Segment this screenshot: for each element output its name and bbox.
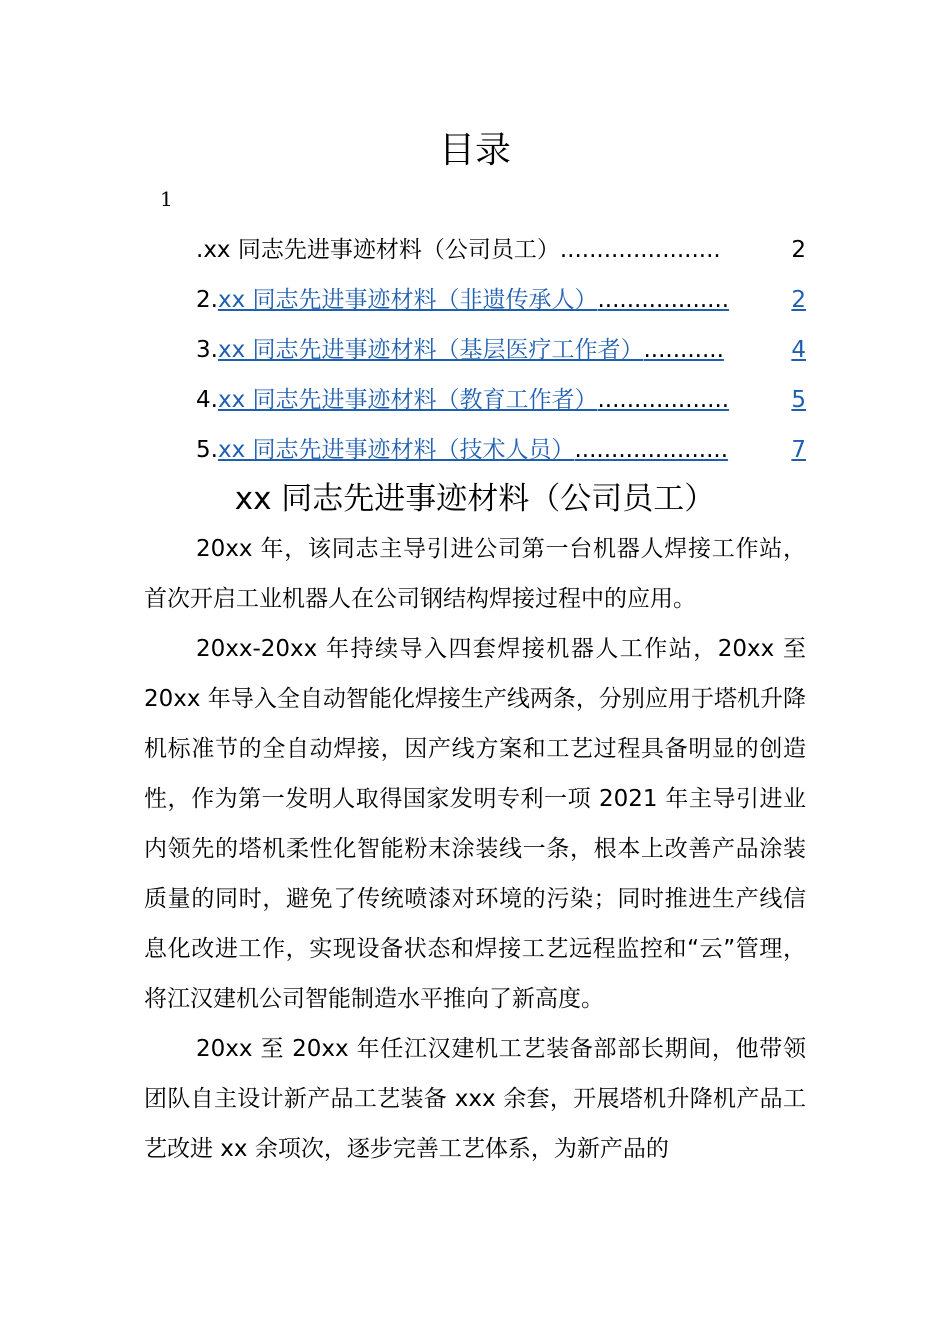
paragraph-3: 20xx 至 20xx 年任江汉建机工艺装备部部长期间，他带领团队自主设计新产品工艺装备 xxx 余套，开展塔机升降机产品工艺改进 xx 余项次，逐步完善工艺体系，为新产品的 [144,1036,806,1162]
toc-entry-page: 5 [791,387,806,413]
toc-entry-prefix: 3. [196,337,218,363]
paragraph-1: 20xx 年，该同志主导引进公司第一台机器人焊接工作站，首次开启工业机器人在公司钢结构焊接过程中的应用。 [144,536,806,612]
article-body [144,524,806,1174]
toc-entry-2[interactable] [196,280,806,320]
toc-entry-label: xx 同志先进事迹材料（公司员工） [203,237,560,263]
toc-entry-page: 7 [791,437,806,463]
toc-entry-leader: .................. [597,287,730,313]
toc-entry-prefix: 2. [196,287,218,313]
toc-entry-prefix: 4. [196,387,218,413]
toc-link[interactable] [218,280,806,320]
toc-entry-label: xx 同志先进事迹材料（教育工作者） [217,387,598,413]
article-title: xx 同志先进事迹材料（公司员工） [234,481,716,517]
paragraph-2: 20xx-20xx 年持续导入四套焊接机器人工作站，20xx 至 20xx 年导入全自动智能化焊接生产线两条，分别应用于塔机升降机标准节的全自动焊接，因产线方案和工艺过程具备明显的创造性，作为第一发明人取得国家发明专利一项 2021 年主导引进业内领先的塔机柔性化智能粉末涂装线一条，根本上改善产品涂装质量的同时，避免了传统喷漆对环境的污染；同时推进生产线信息化改进工作，实现设备状态和焊接工艺远程监控和“云”管理，将江汉建机公司智能制造水平推向了新高度。 [144,636,806,1012]
toc-link[interactable] [218,380,806,420]
toc-entry-leader: ..................... [574,437,729,463]
toc-entry-3[interactable] [196,330,806,370]
toc-entry-label: xx 同志先进事迹材料（非遗传承人） [217,287,598,313]
toc-entry-page: 2 [791,287,806,313]
toc-entry-leader: ........... [643,337,724,363]
toc-entry-label: xx 同志先进事迹材料（基层医疗工作者） [217,337,644,363]
toc-link[interactable] [218,330,806,370]
toc-link[interactable] [218,430,806,470]
toc-entry-label: xx 同志先进事迹材料（技术人员） [217,437,575,463]
toc-entry-4[interactable] [196,380,806,420]
toc-entry-1[interactable] [196,230,806,270]
toc-entry-leader: ...................... [559,237,721,263]
toc-title: 目录 [438,130,511,171]
toc-entry-5[interactable] [196,430,806,470]
toc-entry-prefix: 5. [196,437,218,463]
toc-entry-page: 4 [791,337,806,363]
toc-number-label: 1 [160,187,173,211]
toc-entry-prefix: . [196,237,204,263]
toc-entry-leader: .................. [597,387,730,413]
toc-entry-page: 2 [791,237,806,263]
